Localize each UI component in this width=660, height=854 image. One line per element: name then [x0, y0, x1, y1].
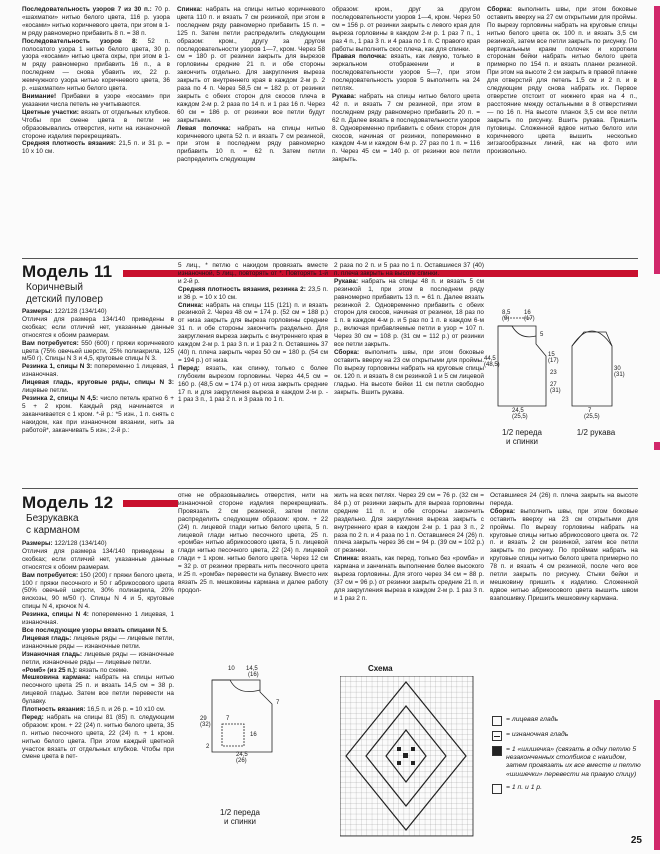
- dim-label: 7: [588, 408, 592, 414]
- dim-label: 7: [276, 700, 280, 706]
- paragraph: отне не образовывались отверстия, нити на изнаночной стороне изделия перекрещивать. Провязать 2 см резинкой, затем петли распределить следующим образом: кром. + 22 (24) п. лицевой глади нитью белого цвета, 5 п. лицевой глади нитью песочного цвета, 25 п. «ромба» нитью абрикосового цвета, 5 п. лицевой глади нитью песочного цвета, 22 (24) п. лицевой глади + 1 кром. нитью белого цвета. Через 12 см = 32 р. от резинки прервать нить песочного цвета и 25 п. «ромба» перевести на булавку. Вместо них вязать 25 п. мешковины кармана и далее работу продол-: [178, 492, 328, 594]
- dim-label: 15: [548, 352, 555, 358]
- model-11-caption-front: 1/2 переда и спинки: [502, 428, 542, 446]
- paragraph: Спинка: набрать на спицы нитью коричневого цвета 110 п. и вязать 7 см резинкой, при этом в последнем ряду равномерно прибавить 15 п. = 125 п. Затем петли распределить следующим образом: кром., другу за другом последовательности узоров 1—7, кром. Через 58 см = 180 р. от резинки закрыть для вырезов горловины средние 21 п. и обе стороны закончить отдельно. Для закругления выреза закрыть от внутреннего края в каждом 2-м р. 2 раза по 4 п. Через 58,5 см = 182 р. от резинки закрыть с обеих сторон для скосов плеча в каждом 2-м р. 2 раза по 14 п. и 1 раз 16 п. Через 60 см = 186 р. от резинки все петли будут закрытыми.: [177, 6, 325, 124]
- chart-legend: [492, 716, 642, 799]
- dim-label: 27: [550, 382, 557, 388]
- top-column-1: [22, 6, 170, 258]
- legend-item: = 1 «шишечка» (связать в одну петлю 5 незаконченных столбиков с накидом, затем провязать их все вместе и петлю «шишечки» перевести на правую спицу): [492, 746, 642, 779]
- dim-label: 16: [250, 732, 257, 738]
- paragraph: Мешковина кармана: набрать на спицы нитью песочного цвета 25 п. и вязать 14,5 см = 38 р. лицевой гладью. Затем все петли перевести на булавку.: [22, 674, 174, 706]
- paragraph: Резинка, спицы N 4: попеременно 1 лицевая, 1 изнаночная.: [22, 611, 174, 627]
- paragraph: Лицевая гладь: лицевые ряды — лицевые петли, изнаночные ряды — изнаночные петли.: [22, 634, 174, 650]
- edge-color-strip: [654, 700, 660, 850]
- paragraph: 2 раза по 2 п. и 5 раз по 1 п. Оставшиеся 37 (40) п. плеча закрыть на высоте спинки.: [334, 262, 484, 277]
- paragraph: Перед: вязать, как спинку, только с более глубоким вырезом горловины. Через 44,5 см = 160 р. (48,5 см = 174 р.) от низа закрыть средние 17 п. и для закругления выреза в каждом 2-м р. - 1 раз 3 п., 1 раз 2 п. и 3 раза по 1 п.: [178, 364, 328, 404]
- paragraph: Резинка 2, спицы N 4,5: число петель кратно 6 + 5 + 2 кром. Каждый ряд начинается и заканчивается с 1 кром. *-й р.: *5 изн., 1 п. снять с накидом, как при изнаночном вязании, нить за работой*, заканчивать 5 изн.; 2-й р.:: [22, 394, 174, 434]
- dim-label: 16: [524, 310, 531, 316]
- model-12-title: Модель 12: [22, 493, 114, 512]
- paragraph: Плотность вязания: 16,5 п. и 26 р. = 10 х10 см.: [22, 706, 166, 714]
- paragraph: Рукава: набрать на спицы 48 п. и вязать 5 см резинкой 1, при этом в последнем ряду равномерно прибавить 13 п. = 61 п. Далее вязать резинкой 2. Одновременно прибавить с обеих сторон для скосов, начиная от резинки, 18 раз по 1 п. в каждом 4-м р. и 5 раз по 1 п. в каждом 6-м р., включая прибавляемые петли в узор = 107 п. Через 30 см = 108 р. (31 см = 112 р.) от резинки все петли закрыть.: [334, 277, 484, 349]
- dim-label: 23: [550, 370, 557, 376]
- dim-label: (16): [248, 672, 259, 678]
- model-12-pattern-diagram: [196, 660, 296, 764]
- paragraph: Вам потребуется: 550 (600) г пряжи коричневого цвета (75% овечьей шерсти, 25% полиакрила, 125 м/50 г). Спицы N 3 и 4,5, круговые спицы N 3.: [22, 339, 174, 363]
- edge-color-strip: [654, 6, 660, 274]
- model-11-column-2: [178, 262, 328, 488]
- paragraph: Вам потребуется: 150 (200) г пряжи белого цвета, 100 г пряжи песочного и 50 г абрикосового цвета (50% овечьей шерсти, 30% полиакрила, 20% вискозы, 90 м/50 г). Спицы N 4 и 5, круговые спицы N 4, крючок N 4.: [22, 571, 174, 611]
- page-number: 25: [630, 835, 642, 846]
- paragraph: «Ромб» (из 25 п.): вязать по схеме.: [22, 666, 129, 674]
- dim-label: 24,5: [236, 752, 248, 758]
- paragraph: Изнаночная гладь: лицевые ряды — изнаночные петли, изнаночные ряды — лицевые петли.: [22, 650, 174, 666]
- bobble-stitch-icon: [492, 746, 502, 756]
- section-divider: [22, 488, 638, 489]
- paragraph: 5 лиц., * петлю с накидом провязать вместе изнаночной, 5 лиц., повторять от *. Повторять 1-й и 2-й р.: [178, 262, 328, 285]
- section-divider: [22, 258, 638, 259]
- paragraph: Отличия для размера 134/140 приведены в скобках; если отличий нет, указанные данные относятся к обоим размерам.: [22, 315, 174, 339]
- model-12-subtitle: Безрукавка с карманом: [26, 513, 80, 536]
- model-12-caption-front: 1/2 переда и спинки: [220, 808, 260, 826]
- dim-label: (17): [524, 316, 535, 322]
- dim-label: 44,5: [484, 356, 496, 362]
- paragraph: Сборка: выполнить швы, при этом боковые оставить вверху на 23 см открытыми для проймы. По вырезу горловины набрать на круговые спицы ок. 120 п. и вязать 8 см резинкой 1 и 5 см лицевой гладью. На высоте бейки 11 см петли свободно закрыть. Вшить рукава.: [334, 348, 484, 396]
- model-12-column-3: [334, 492, 484, 652]
- dim-label: 14,5: [246, 666, 258, 672]
- paragraph: Сборка: выполнить швы, при этом боковые оставить вверху на 27 см открытыми для проймы. По вырезу горловины набрать на круговые спицы нитью белого цвета ок. 100 п. и вязать 3,5 см резинкой, затем все петли закрыть по рисунку. По вертикальным краям полочек и коротким сторонам бейки набрать нитью белого цвета примерно по 154 п. и вязать планки резинкой. При этом на высоте 2 см закрыть в правой планке для отверстий для петель 1,5 см и 2 п. и в следующем ряду снова набрать их. Первое отверстие отстоит от нижнего края на 4 п., расстояние между остальными в 8 отверстиями — по 16 п. На высоте планок 3,5 см все петли закрыть по рисунку. Вшить рукава. Пришить пуговицы. Сложенной вдвое нитью белого или коричневого цвета вышить несколько зигзагообразных линий, как на фото или произвольно.: [487, 6, 637, 156]
- top-column-4: [487, 6, 637, 258]
- paragraph: Размеры: 122/128 (134/140): [22, 540, 107, 547]
- paragraph: Правая полочка: вязать, как левую, только в зеркальном отображении и в последовательности узоров 5—7, при этом последовательность узоров 5 выполнить на 24 петлях.: [332, 53, 480, 93]
- top-column-3: [332, 6, 480, 258]
- model-11-title: Модель 11: [22, 262, 113, 281]
- paragraph: Левая полочка: набрать на спицы нитью коричневого цвета 52 п. и вязать 7 см резинкой, при этом в последнем ряду равномерно прибавить 10 п. = 62 п. Затем петли распределить следующим: [177, 124, 325, 164]
- knit-stitch-icon: [492, 716, 502, 726]
- paragraph: Средняя плотность вязания, резинка 2: 23,5 п. и 36 р. = 10 х 10 см.: [178, 285, 328, 301]
- paragraph: Рукава: набрать на спицы нитью белого цвета 42 п. и вязать 7 см резинкой, при этом в последнем ряду равномерно прибавить 20 п. = 62 п. Далее вязать в последовательности узоров 8. Одновременно прибавить с обеих сторон для скосов, начиная от резинки, попеременно в каждом 4-м и каждом 6-м р. 27 раз по 1 п. = 116 п. Через 45 см = 140 р. от резинки все петли закрыть.: [332, 92, 480, 164]
- paragraph: Последовательность узоров 8: 52 п. полосатого узора 1 нитью белого цвета, 30 р. узора «косами» нитью цвета охры, при этом в 1-м ряду равномерно прибавить 16 п., а в последнем — снова убавить их, 22 р. жемчужного узора нитью коричневого цвета, 36 р. «шахматки» нитью белого цвета.: [22, 37, 170, 93]
- model-11-caption-sleeve: 1/2 рукава: [576, 428, 616, 437]
- edge-color-strip: [654, 442, 660, 450]
- dim-label: (31): [614, 372, 625, 378]
- dim-label: (9): [502, 316, 510, 322]
- paragraph: Сборка: выполнить швы, при этом боковые оставить вверху на 23 см открытыми для проймы. По вырезу горловины набрать на круговые спицы нитью абрикосового цвета ок. 72 п. и вязать 2 см резинкой, затем все петли закрыть по рисунку. По проймам набрать на круговые спицы нитью белого цвета примерно по 78 п. и вязать 4 см резинкой, после чего все петли закрыть по рисунку. Стыки бейки и мешковину пришить к изделию. Сложенной вдвое нитью абрикосового цвета вышить швом взапошивку. Пришить мешковину кармана.: [490, 507, 638, 602]
- legend-item: = изнаночная гладь: [492, 731, 642, 741]
- rhombus-chart: [340, 676, 486, 842]
- dim-label: (32): [200, 722, 211, 728]
- paragraph: Средняя плотность вязания: 21,5 п. и 31 р. = 10 х 10 см.: [22, 140, 170, 156]
- dim-label: (31): [550, 388, 561, 394]
- paragraph: жить на всех петлях. Через 29 см = 76 р. (32 см = 84 р.) от резинки закрыть для выреза горловины средние 11 п. и обе стороны закончить раздельно. Для закругления выреза закрыть с внутреннего края в каждом 2-м р. 1 раз 3 п., 2 раза по 2 п. и 4 раза по 1 п. Оставшиеся 24 (26) п. плеча закрыть через 36 см = 94 р. (39 см = 102 р.) от резинки.: [334, 492, 484, 555]
- dim-label: 7: [226, 716, 230, 722]
- dim-label: 2: [206, 744, 210, 750]
- model-12-column-4: [490, 492, 638, 708]
- schema-title: Схема: [368, 664, 393, 673]
- paragraph: Внимание! Прибавки в узоре «косами» при указании числа петель не учитываются.: [22, 92, 170, 108]
- paragraph: Цветные участки: вязать от отдельных клубков. Чтобы при смене цвета в петли не образовывались отверстия, нити на изнаночной стороне изделия перекрещивать.: [22, 108, 170, 140]
- paragraph: Перед: набрать на спицы 81 (85) п. следующим образом: кром. + 22 (24) п. нитью белого цвета, 35 п. нитью песочного цвета, 22 (24) п. + 1 кром. нитью белого цвета. При этом каждый цветной участок вязать от отдельных клубков. Чтобы при смене цвета в пет-: [22, 713, 174, 761]
- legend-item: = 1 п. и 1 р.: [492, 784, 642, 794]
- dim-label: (26): [236, 758, 247, 764]
- model-12-column-1: [22, 540, 174, 842]
- dim-label: 29: [200, 716, 207, 722]
- dim-label: (17): [548, 358, 559, 364]
- dim-label: 5: [540, 332, 544, 338]
- paragraph: образом: кром., друг за другом последовательности узоров 1—4, кром. Через 50 см = 156 р. от резинки закрыть с левого края для выреза горловины в каждом 2-м р. 1 раз 7 п., 1 раз 4 п., 1 раз 3 п. и 4 раза по 1 п. С правого края работы выполнить скос плеча, как для спинки.: [332, 6, 480, 53]
- paragraph: Все последующие узоры вязать спицами N 5.: [22, 626, 168, 634]
- dim-label: (25,5): [584, 414, 600, 420]
- paragraph: Размеры: 122/128 (134/140): [22, 308, 107, 315]
- dim-label: (48,5): [484, 362, 500, 368]
- model-11-subtitle: Коричневый детский пуловер: [26, 282, 103, 305]
- top-column-2: [177, 6, 325, 258]
- dim-label: 10: [228, 666, 235, 672]
- paragraph: Спинка: набрать на спицы 115 (121) п. и вязать резинкой 2. Через 48 см = 174 р. (52 см = 188 р.) от низа закрыть для выреза горловины средние 31 п. и обе стороны закончить раздельно. Для закругления выреза закрыть с внутреннего края в каждом 2-м р. 1 раз 3 п. и 1 раз 2 п. Оставшиеь 37 (40) п. плеча закрыть через 50 см = 180 р. (54 см = 194 р.) от низа.: [178, 301, 328, 364]
- paragraph: Последовательность узоров 7 из 30 п.: 70 р. «шахматки» нитью белого цвета, 116 р. узора «косами» нитью коричневого цвета, при этом в 1-м ряду равномерно прибавить 8 п. = 38 п.: [22, 6, 170, 37]
- grid-cell-icon: [492, 784, 502, 794]
- dim-label: 24,5: [512, 408, 524, 414]
- paragraph: Лицевая гладь, круговые ряды, спицы N 3: лицевые петли.: [22, 379, 174, 395]
- model-12-accent-bar: [123, 500, 178, 507]
- paragraph: Оставшиеся 24 (26) п. плеча закрыть на высоте переда.: [490, 492, 638, 507]
- purl-stitch-icon: [492, 731, 502, 741]
- paragraph: Отличия для размера 134/140 приведены в скобках; если отличий нет, указанные данные относятся к обоим размерам.: [22, 547, 174, 571]
- dim-label: 30: [614, 366, 621, 372]
- paragraph: Резинка 1, спицы N 3: попеременно 1 лицевая, 1 изнаночная.: [22, 363, 174, 379]
- model-12-column-2: [178, 492, 328, 652]
- legend-item: = лицевая гладь: [492, 716, 642, 726]
- dim-label: 8,5: [502, 310, 511, 316]
- dim-label: (25,5): [512, 414, 528, 420]
- model-11-column-1: [22, 308, 174, 488]
- model-11-column-3: [334, 262, 484, 488]
- paragraph: Спинка: вязать, как перед, только без «ромба» и кармана и занчинать выполнение более высокого выреза горловины. Для этого через 34 см = 88 р. (37 см = 96 р.) от резинки закрыть средние 21 п. и для закругления выреза в каждом 2-м р. 1 раз 3 п. и 1 раз 2 п.: [334, 555, 484, 602]
